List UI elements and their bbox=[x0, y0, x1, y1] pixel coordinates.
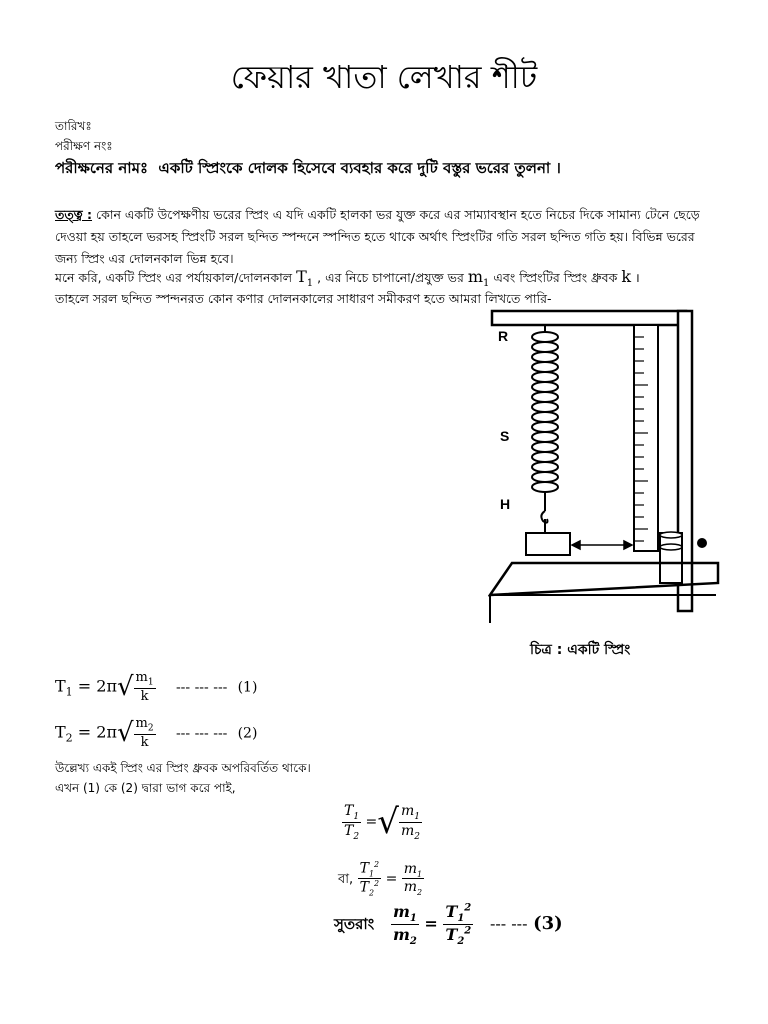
experiment-title bbox=[55, 157, 561, 182]
eq2-two-pi: = 2π bbox=[77, 722, 117, 742]
ratio-equation: $\frac{T_1}{T_2}$ =√ $\frac{m_1}{m_2}$ bbox=[344, 802, 420, 842]
ba-label: বা, bbox=[338, 871, 354, 887]
assumption-text-c: এবং স্প্রিংটির স্প্রিং ধ্রুবক bbox=[493, 270, 618, 285]
m-ratio: $\frac{m_1}{m_2}$ bbox=[400, 802, 420, 842]
sutorang-label: সুতরাং bbox=[334, 915, 375, 934]
theory-conclusion: তাহলে সরল ছন্দিত স্পন্দনরত কোন কণার দোলনকালের সাধারণ সমীকরণ হতে আমরা লিখতে পারি- bbox=[55, 291, 552, 306]
eq2-fraction: $\frac{m_2}{k}$ bbox=[135, 716, 154, 750]
t-ratio: $\frac{T_1}{T_2}$ bbox=[344, 802, 360, 842]
eq3-number: (3) bbox=[533, 913, 563, 935]
eq2-T: T bbox=[55, 722, 66, 742]
k-symbol: k bbox=[621, 267, 632, 286]
t-squared-ratio: $\frac{T_1^2}{T_2^2}$ bbox=[359, 860, 380, 898]
label-S: S bbox=[500, 428, 510, 444]
figure-caption: চিত্র : একটি স্প্রিং bbox=[530, 642, 631, 658]
eq2-m: m bbox=[135, 716, 148, 731]
eq1-k: k bbox=[140, 688, 149, 704]
experiment-name: একটি স্প্রিংকে দোলক হিসেবে ব্যবহার করে দুটি বস্তুর ভরের তুলনা । bbox=[158, 159, 561, 177]
spring-figure bbox=[488, 305, 720, 627]
label-R: R bbox=[498, 328, 509, 344]
equation-1: $T_1 = 2\pi√$ $\frac{m_1}{k}$ --- --- --- (1) bbox=[55, 670, 258, 704]
note-divide: এখন (1) কে (2) দ্বারা ভাগ করে পাই, bbox=[55, 781, 236, 795]
theory-text: কোন একটি উপেক্ষণীয় ভরের স্প্রিং এ যদি একটি হালকা ভর যুক্ত করে এর সাম্যাবস্থান হতে নিচের দিকে সামান্য টেনে ছেড়ে দেওয়া হয় তাহলে ভরসহ স্প্রিংটি সরল ছন্দিত স্পন্দনে স্পন্দিত হতে থাকে অর্থাৎ স্প্রিংটির গতি সরল ছন্দিত গতি হয়। বিভিন্ন ভরের জন্য স্প্রিং এর দোলনকাল ভিন্ন হবে। bbox=[55, 207, 700, 266]
assumption-text-d: । bbox=[635, 270, 640, 285]
eq2-number: (2) bbox=[237, 725, 258, 742]
eq1-subscript: 1 bbox=[65, 685, 73, 699]
eq1-m: m bbox=[135, 670, 148, 685]
eq1-fraction: $\frac{m_1}{k}$ bbox=[135, 670, 154, 704]
m-ratio-2: $\frac{m_1}{m_2}$ bbox=[403, 860, 423, 898]
label-H: H bbox=[500, 496, 511, 512]
symbol-T1: $T_1$ bbox=[296, 267, 314, 290]
T-symbol: T bbox=[296, 267, 307, 286]
symbol-m1: $m_1$ bbox=[467, 267, 490, 290]
pointer-knob bbox=[697, 538, 707, 548]
final-m-ratio: $\frac{m_1}{m_2}$ bbox=[392, 902, 417, 948]
page-title: ফেয়ার খাতা লেখার শীট bbox=[230, 58, 538, 96]
equation-2: $T_2 = 2\pi√$ $\frac{m_2}{k}$ --- --- --- (2) bbox=[55, 716, 258, 750]
hanging-mass bbox=[526, 533, 570, 555]
experiment-number-label: পরীক্ষণ নংঃ bbox=[55, 139, 113, 153]
experiment-label: পরীক্ষনের নামঃ bbox=[55, 159, 148, 177]
eq1-T: T bbox=[55, 676, 66, 696]
spring-coil bbox=[532, 325, 558, 533]
assumption-text-b: , এর নিচে চাপানো/প্রযুক্ত ভর bbox=[317, 270, 464, 285]
m-symbol: m bbox=[467, 267, 484, 286]
date-label: তারিখঃ bbox=[55, 119, 92, 133]
theory-label: তত্ত্ব : bbox=[55, 207, 93, 222]
eq1-dashes: --- --- --- bbox=[175, 679, 228, 696]
pointer-tube bbox=[660, 533, 682, 583]
theory-paragraph bbox=[55, 204, 715, 270]
pointer-arrow bbox=[572, 541, 632, 549]
squared-ratio-equation: বা, $\frac{T_1^2}{T_2^2}$ = $\frac{m_1}{m_2}$ bbox=[338, 860, 423, 898]
final-equation: সুতরাং $\frac{m_1}{m_2}$ = $\frac{T_1^2}{T_2^2}$ --- --- (3) bbox=[334, 902, 563, 948]
eq2-k: k bbox=[140, 734, 149, 750]
final-t-ratio: $\frac{T_1^2}{T_2^2}$ bbox=[445, 902, 472, 948]
eq2-subscript: 2 bbox=[65, 731, 73, 745]
top-beam bbox=[492, 311, 686, 325]
eq3-dashes: --- --- bbox=[489, 914, 528, 934]
assumption-text-a: মনে করি, একটি স্প্রিং এর পর্যায়কাল/দোলনকাল bbox=[55, 270, 293, 285]
note-spring-constant: উল্লেখ্য একই স্প্রিং এর স্প্রিং ধ্রুবক অপরিবর্তিত থাকে। bbox=[55, 761, 311, 775]
eq1-number: (1) bbox=[237, 679, 258, 696]
eq2-dashes: --- --- --- bbox=[175, 725, 228, 742]
eq1-two-pi: = 2π bbox=[77, 676, 117, 696]
